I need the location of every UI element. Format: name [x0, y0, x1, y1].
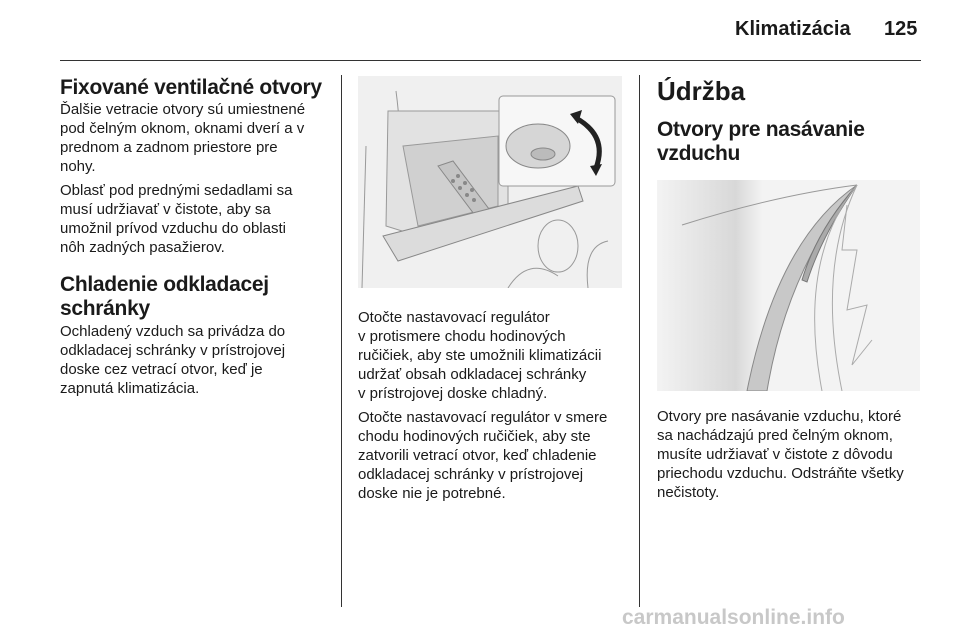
text-line: Oblasť pod prednými sedadlami sa [60, 182, 293, 199]
text-line: doske nie je potrebné. [358, 485, 506, 502]
heading-glovebox-cooling [60, 273, 332, 321]
column-2 [358, 76, 633, 503]
text-line: chodu hodinových ručičiek, aby ste [358, 428, 591, 445]
text-line: doske cez vetrací otvor, keď je [60, 361, 263, 378]
text-line: Otvory pre nasávanie vzduchu, ktoré [657, 408, 902, 425]
text-line: zapnutá klimatizácia. [60, 380, 200, 397]
column-divider [639, 75, 640, 607]
heading-line: Otvory pre nasávanie [657, 118, 865, 141]
text-line: musíte udržiavať v čistote z dôvodu [657, 446, 893, 463]
heading-air-intake [657, 118, 927, 166]
text-line: priechodu vzduchu. Odstráňte všetky [657, 465, 904, 482]
text-line: Otočte nastavovací regulátor [358, 309, 550, 326]
text-line: umožnil prívod vzduchu do oblasti [60, 220, 286, 237]
text-line: pod čelným oknom, oknami dverí a v [60, 120, 305, 137]
text-line: odkladacej schránky v prístrojovej [358, 466, 584, 483]
heading-maintenance: Údržba [657, 76, 746, 106]
header-rule [60, 60, 921, 61]
text-line: odkladacej schránky v prístrojovej [60, 342, 286, 359]
heading-fixed-vents: Fixované ventilačné otvory [60, 76, 322, 99]
paragraph [60, 322, 332, 398]
heading-line: Chladenie odkladacej [60, 273, 269, 296]
text-line: nečistoty. [657, 484, 720, 501]
paragraph [358, 408, 633, 503]
section-title: Klimatizácia [735, 18, 851, 40]
page-number: 125 [884, 18, 918, 40]
paragraph [60, 181, 332, 257]
text-line: Ďalšie vetracie otvory sú umiestnené [60, 101, 306, 118]
glovebox-regulator-illustration [358, 76, 622, 288]
paragraph [657, 407, 927, 502]
text-line: nôh zadných pasažierov. [60, 239, 225, 256]
watermark: carmanualsonline.info [622, 606, 845, 629]
heading-line: schránky [60, 297, 150, 320]
text-line: ručičiek, aby ste umožnili klimatizácii [358, 347, 602, 364]
text-line: sa nachádzajú pred čelným oknom, [657, 427, 893, 444]
text-line: v protismere chodu hodinových [358, 328, 566, 345]
paragraph [60, 100, 332, 176]
text-line: udržať obsah odkladacej schránky [358, 366, 587, 383]
text-line: nohy. [60, 158, 96, 175]
column-divider [341, 75, 342, 607]
text-line: prednom a zadnom priestore pre [60, 139, 278, 156]
heading-line: vzduchu [657, 142, 741, 165]
text-line: v prístrojovej doske chladný. [358, 385, 548, 402]
paragraph [358, 308, 633, 403]
text-line: zatvorili vetrací otvor, keď chladenie [358, 447, 597, 464]
column-1 [60, 76, 332, 398]
text-line: musí udržiavať v čistote, aby sa [60, 201, 271, 218]
text-line: Ochladený vzduch sa privádza do [60, 323, 286, 340]
text-line: Otočte nastavovací regulátor v smere [358, 409, 608, 426]
air-intake-illustration [657, 180, 920, 391]
column-3 [657, 76, 927, 502]
